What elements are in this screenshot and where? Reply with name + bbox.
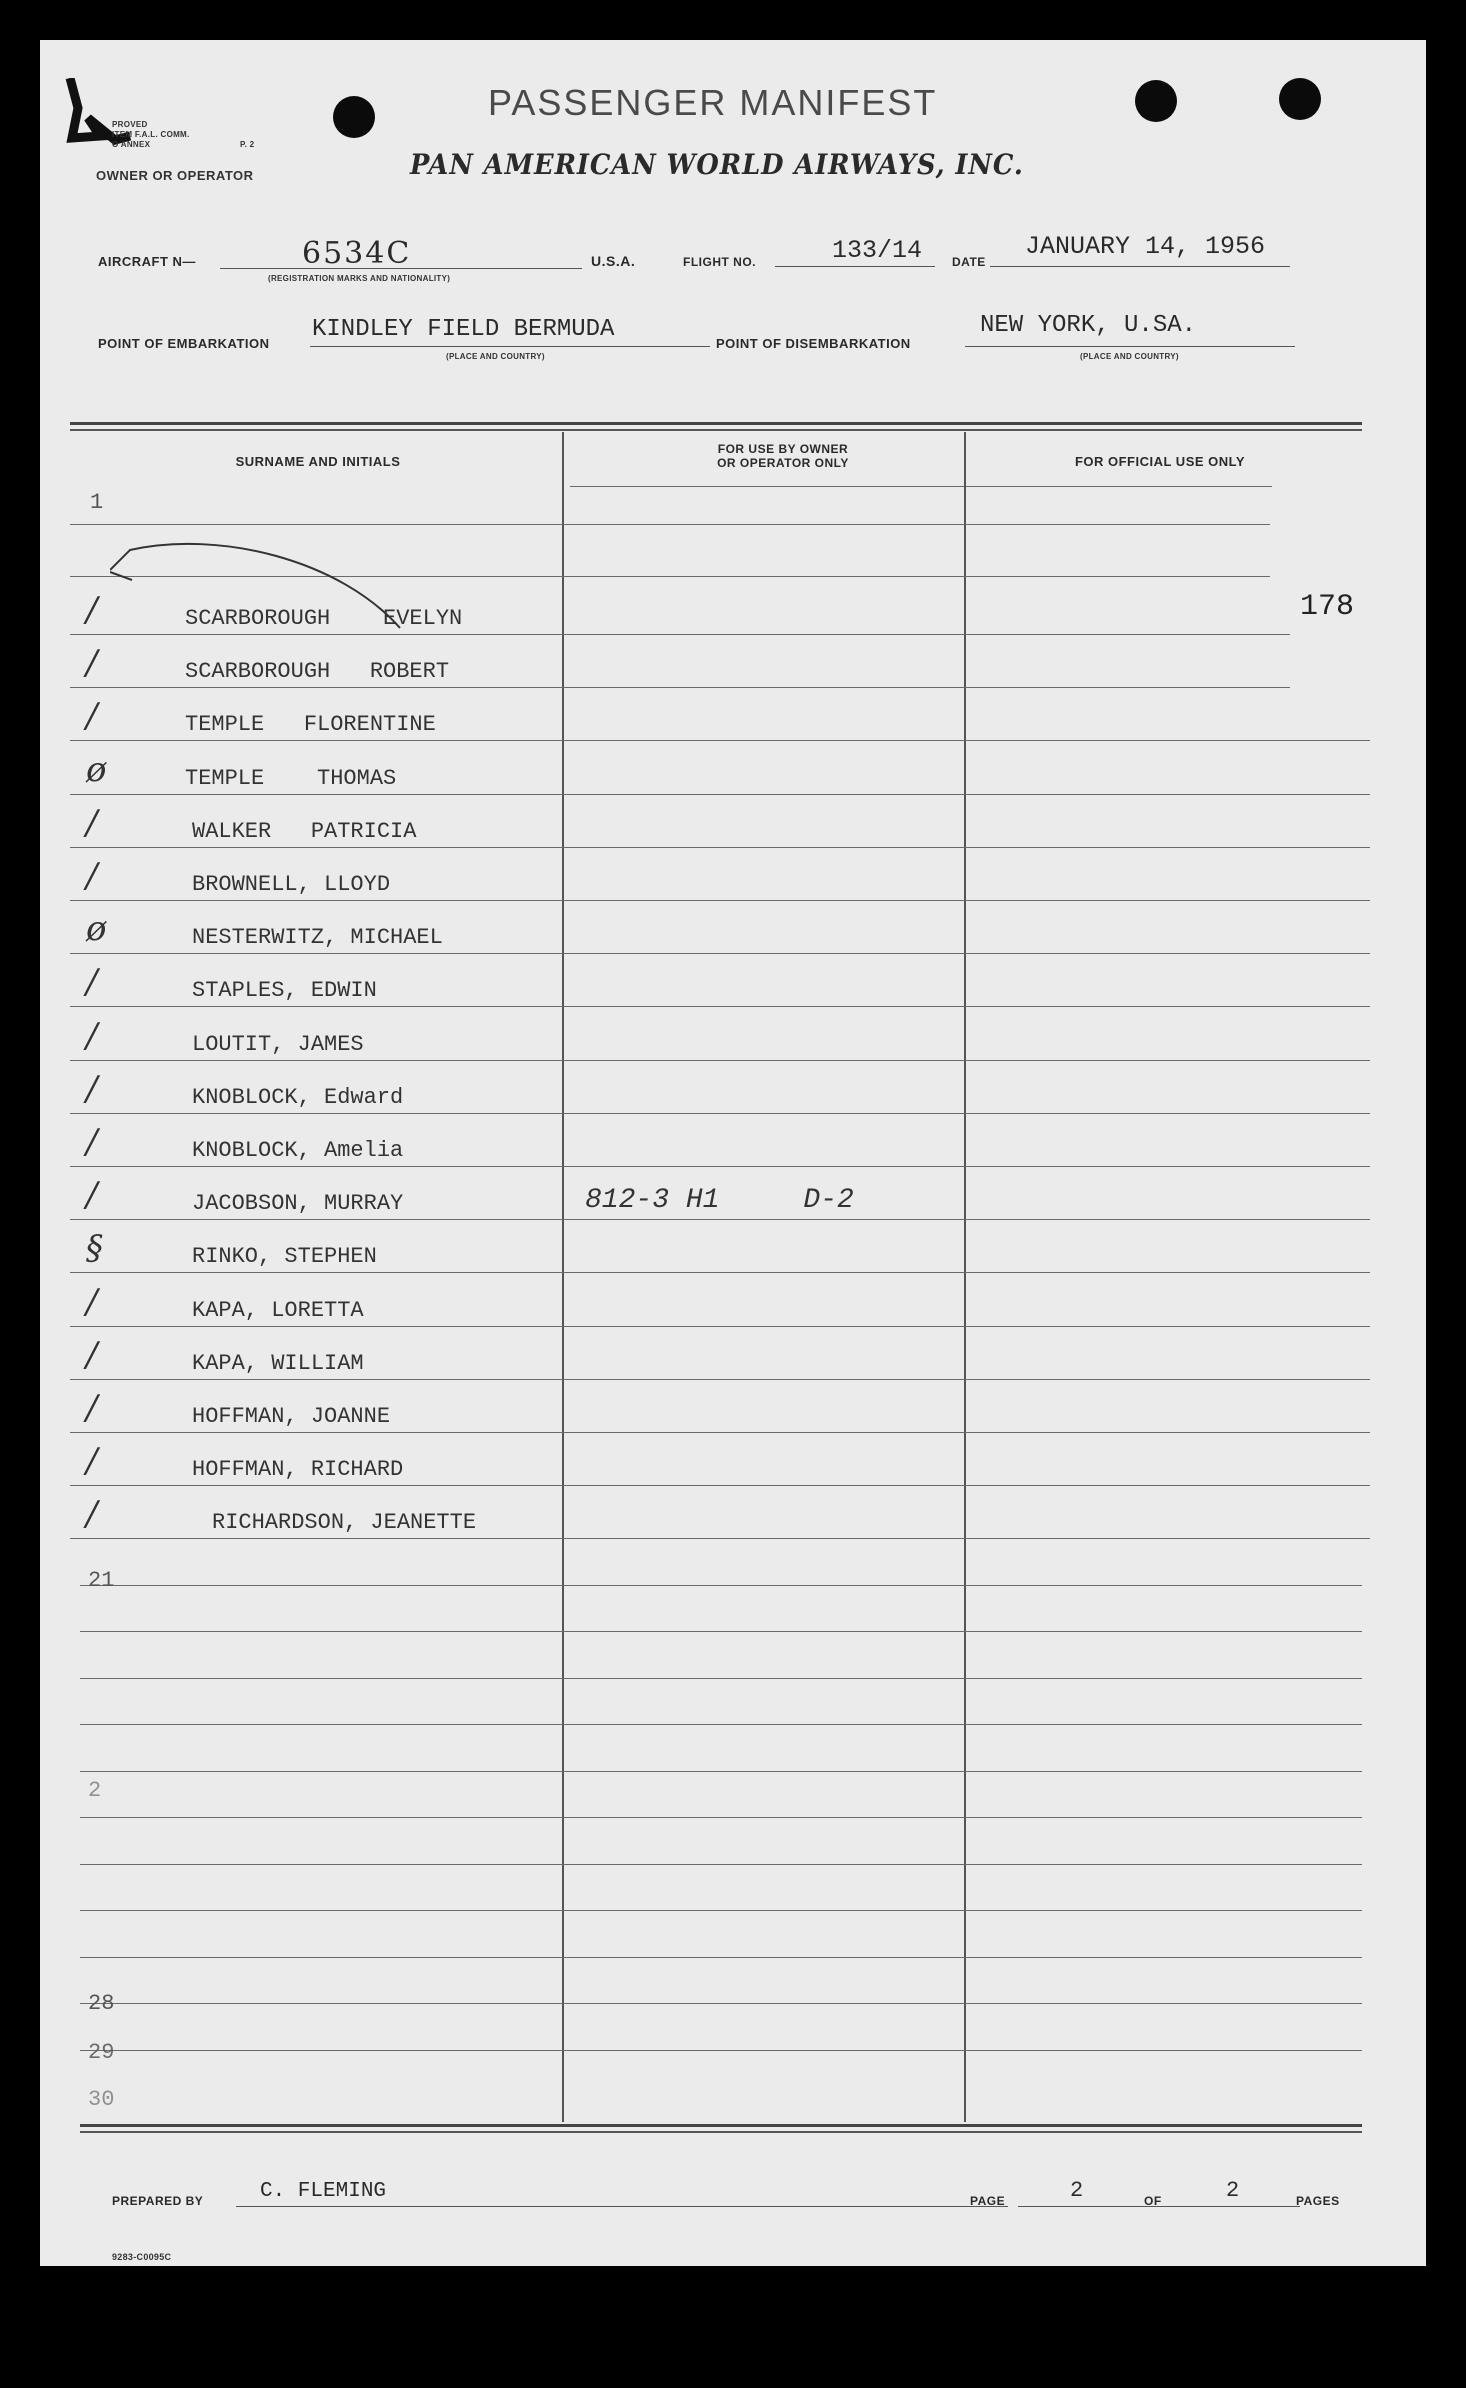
- embark-sublabel: (PLACE AND COUNTRY): [446, 352, 545, 361]
- passenger-name: STAPLES, EDWIN: [192, 978, 377, 1003]
- row-number-28: 28: [88, 1991, 115, 2016]
- passenger-check-mark: §: [86, 1228, 103, 1268]
- passenger-check-mark: /: [86, 696, 98, 736]
- passenger-check-mark: ø: [86, 750, 107, 790]
- stamp-line-4: P. 2: [240, 140, 255, 149]
- row-line-blank: [80, 2050, 1362, 2051]
- passenger-check-mark: /: [86, 1494, 98, 1534]
- row-line: [70, 794, 1370, 795]
- punch-hole-right-2: [1279, 78, 1321, 120]
- disembark-underline: [965, 346, 1295, 347]
- table-bottom-rule-2: [80, 2131, 1362, 2133]
- row-line-blank: [80, 1817, 1362, 1818]
- row-line: [70, 740, 1370, 741]
- of-underline: [1180, 2206, 1300, 2207]
- owner-label: OWNER OR OPERATOR: [96, 168, 254, 183]
- passenger-name: WALKER PATRICIA: [192, 819, 417, 844]
- punch-hole-right-1: [1135, 80, 1177, 122]
- row-line: [70, 1485, 1370, 1486]
- stamp-line-3: O ANNEX: [112, 140, 151, 149]
- row-line: [70, 1219, 1370, 1220]
- col-header-owner-2: OR OPERATOR ONLY: [717, 456, 849, 470]
- col-header-surname: SURNAME AND INITIALS: [235, 454, 401, 469]
- row-number-29: 29: [88, 2040, 115, 2065]
- row-number-30: 30: [88, 2087, 115, 2112]
- table-bottom-rule-1: [80, 2124, 1362, 2127]
- row-line-blank: [80, 1678, 1362, 1679]
- approval-stamp: [60, 78, 290, 178]
- row-line-blank: [80, 1585, 1362, 1586]
- page-label: PAGE: [970, 2194, 1006, 2208]
- passenger-check-mark: /: [86, 590, 98, 630]
- passenger-name: RINKO, STEPHEN: [192, 1244, 377, 1269]
- embark-underline: [310, 346, 710, 347]
- disembark-sublabel: (PLACE AND COUNTRY): [1080, 352, 1179, 361]
- passenger-check-mark: /: [86, 1175, 98, 1215]
- row-line: [70, 1379, 1370, 1380]
- passenger-check-mark: /: [86, 856, 98, 896]
- passenger-check-mark: /: [86, 1388, 98, 1428]
- row-line-blank: [80, 1724, 1362, 1725]
- date-value: JANUARY 14, 1956: [1025, 232, 1266, 261]
- row-number-25: 2: [88, 1778, 102, 1803]
- punch-hole-left: [333, 96, 375, 138]
- passenger-name: NESTERWITZ, MICHAEL: [192, 925, 443, 950]
- row-line: [70, 900, 1370, 901]
- passenger-name: KNOBLOCK, Amelia: [192, 1138, 404, 1163]
- header-bottom-rule: [570, 486, 1272, 487]
- col-divider-2: [964, 432, 966, 2122]
- row-line: [70, 1060, 1370, 1061]
- passenger-name: KAPA, WILLIAM: [192, 1351, 364, 1376]
- row-line-blank: [80, 1957, 1362, 1958]
- row-line: [70, 1432, 1370, 1433]
- stamp-line-2: ITEM F.A.L. COMM.: [112, 130, 190, 139]
- row-line: [70, 1113, 1370, 1114]
- form-number: 9283-C0095C: [112, 2252, 172, 2262]
- passenger-check-mark: ø: [86, 909, 107, 949]
- usa-label: U.S.A.: [591, 253, 636, 269]
- disembark-label: POINT OF DISEMBARKATION: [716, 336, 911, 351]
- of-label: OF: [1144, 2194, 1162, 2208]
- aircraft-value: 6534C: [302, 236, 412, 271]
- row-number-1: 1: [90, 490, 104, 515]
- row-line-blank: [80, 2003, 1362, 2004]
- row-line: [70, 687, 1290, 688]
- row-number-21: 21: [88, 1568, 115, 1593]
- passenger-name: KNOBLOCK, Edward: [192, 1085, 404, 1110]
- row-line: [70, 1166, 1370, 1167]
- margin-number: 178: [1300, 590, 1355, 624]
- passenger-check-mark: /: [86, 1016, 98, 1056]
- row-line: [70, 1006, 1370, 1007]
- row-line: [70, 847, 1370, 848]
- flight-value: 133/14: [832, 236, 923, 265]
- passenger-name: RICHARDSON, JEANETTE: [212, 1510, 477, 1535]
- prepared-by-value: C. FLEMING: [260, 2180, 387, 2203]
- passenger-check-mark: /: [86, 803, 98, 843]
- row-line: [70, 1326, 1370, 1327]
- passenger-check-mark: /: [86, 1282, 98, 1322]
- table-top-rule-2: [70, 429, 1362, 431]
- embark-value: KINDLEY FIELD BERMUDA: [312, 316, 615, 343]
- row-line: [70, 1538, 1370, 1539]
- disembark-value: NEW YORK, U.SA.: [980, 312, 1197, 339]
- row-line: [70, 1272, 1370, 1273]
- row-line-blank: [80, 1631, 1362, 1632]
- passenger-name: JACOBSON, MURRAY: [192, 1191, 404, 1216]
- aircraft-underline: [220, 268, 582, 269]
- aircraft-label: AIRCRAFT N—: [98, 254, 196, 269]
- passenger-check-mark: /: [86, 1122, 98, 1162]
- passenger-name: KAPA, LORETTA: [192, 1298, 364, 1323]
- row-line: [70, 953, 1370, 954]
- row-line-blank: [80, 1771, 1362, 1772]
- passenger-name: HOFFMAN, RICHARD: [192, 1457, 404, 1482]
- passenger-check-mark: /: [86, 643, 98, 683]
- passenger-name: TEMPLE FLORENTINE: [185, 712, 436, 737]
- of-value: 2: [1226, 2178, 1240, 2203]
- pages-label: PAGES: [1296, 2194, 1340, 2208]
- row-line-blank: [80, 1864, 1362, 1865]
- flight-label: FLIGHT NO.: [683, 255, 756, 269]
- prepared-by-label: PREPARED BY: [112, 2194, 204, 2208]
- passenger-check-mark: /: [86, 1069, 98, 1109]
- row-line-blank: [80, 1910, 1362, 1911]
- page-value: 2: [1070, 2178, 1084, 2203]
- passenger-check-mark: /: [86, 1335, 98, 1375]
- aircraft-sublabel: (REGISTRATION MARKS AND NATIONALITY): [268, 274, 451, 283]
- airline-name: PAN AMERICAN WORLD AIRWAYS, INC.: [410, 148, 1024, 181]
- table-top-rule-1: [70, 422, 1362, 425]
- date-underline: [990, 266, 1290, 267]
- passenger-name: TEMPLE THOMAS: [185, 766, 397, 791]
- page-title: PASSENGER MANIFEST: [488, 82, 938, 123]
- stamp-line-1: PROVED: [112, 120, 148, 129]
- prepared-by-underline: [236, 2206, 1008, 2207]
- col-divider-1: [562, 432, 564, 2122]
- passenger-name: SCARBOROUGH ROBERT: [185, 659, 450, 684]
- passenger-name: BROWNELL, LLOYD: [192, 872, 391, 897]
- manifest-page: [40, 40, 1426, 2266]
- owner-note: 812-3 H1 D-2: [585, 1185, 854, 1216]
- passenger-check-mark: /: [86, 1441, 98, 1481]
- passenger-name: LOUTIT, JAMES: [192, 1032, 364, 1057]
- col-header-owner-1: FOR USE BY OWNER: [717, 442, 849, 456]
- flight-underline: [775, 266, 935, 267]
- passenger-name: HOFFMAN, JOANNE: [192, 1404, 391, 1429]
- col-header-official: FOR OFFICIAL USE ONLY: [1074, 454, 1246, 469]
- passenger-check-mark: /: [86, 962, 98, 1002]
- embark-label: POINT OF EMBARKATION: [98, 336, 270, 351]
- passenger-name: SCARBOROUGH EVELYN: [185, 606, 463, 631]
- date-label: DATE: [952, 255, 986, 269]
- row-line: [70, 634, 1290, 635]
